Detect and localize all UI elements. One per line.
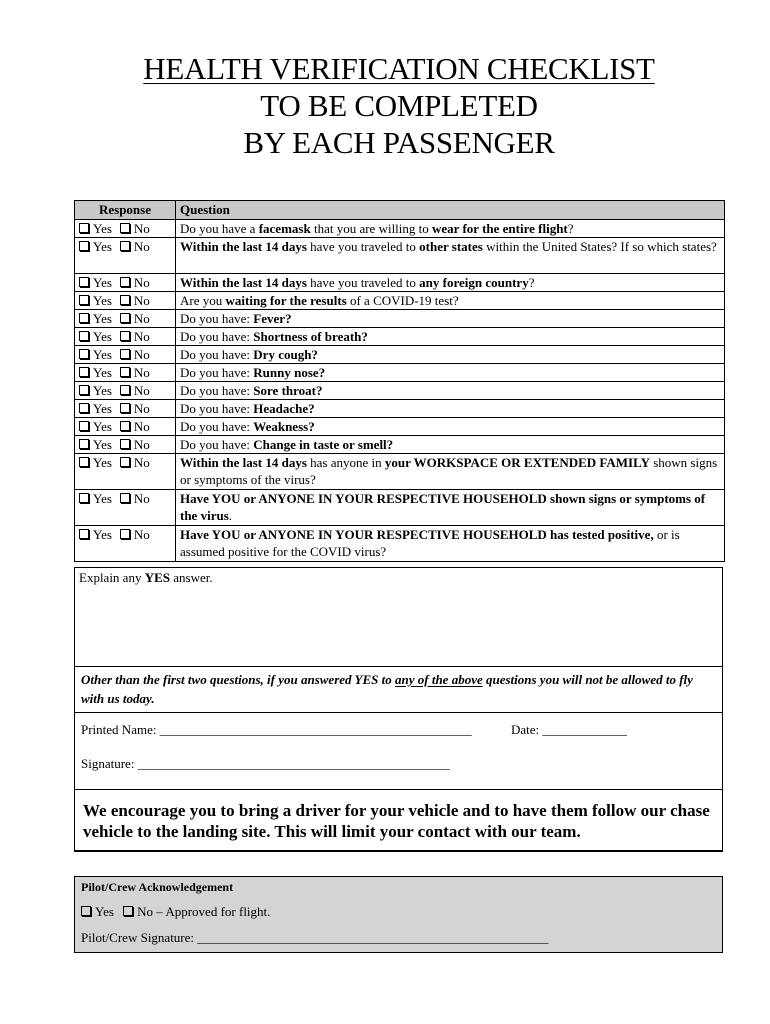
question-text bbox=[176, 238, 725, 274]
yes-label: Yes bbox=[93, 383, 112, 398]
question-text-part: Within the last 14 days bbox=[180, 239, 307, 254]
question-text-part: Do you have: bbox=[180, 419, 254, 434]
yes-checkbox[interactable] bbox=[79, 457, 89, 467]
yes-label: Yes bbox=[93, 347, 112, 362]
no-checkbox[interactable] bbox=[120, 295, 130, 305]
pilot-heading: Pilot/Crew Acknowledgement bbox=[81, 880, 234, 894]
no-label: No bbox=[133, 329, 150, 344]
no-label: No bbox=[133, 437, 150, 452]
no-checkbox[interactable] bbox=[120, 367, 130, 377]
no-label: No bbox=[133, 311, 150, 326]
yes-label: Yes bbox=[93, 329, 112, 344]
yes-checkbox[interactable] bbox=[79, 277, 89, 287]
question-text-part: Within the last 14 days bbox=[180, 275, 307, 290]
question-text-part: any foreign country bbox=[419, 275, 529, 290]
question-text-part: Within the last 14 days bbox=[180, 455, 307, 470]
yes-label: Yes bbox=[93, 401, 112, 416]
question-text-part: or is assumed positive for the COVID virus? bbox=[180, 527, 680, 559]
question-text-part: your WORKSPACE OR EXTENDED FAMILY bbox=[384, 455, 650, 470]
question-row bbox=[75, 490, 725, 526]
signature-field[interactable]: Signature: ________________________________________________ bbox=[81, 756, 450, 771]
response-cell bbox=[75, 364, 176, 382]
yes-checkbox[interactable] bbox=[79, 403, 89, 413]
question-text-part: Dry cough? bbox=[253, 347, 318, 362]
no-label: No bbox=[133, 347, 150, 362]
question-text-part: Headache? bbox=[253, 401, 315, 416]
yes-label: Yes bbox=[93, 275, 112, 290]
no-label: No bbox=[133, 365, 150, 380]
question-row bbox=[75, 454, 725, 490]
question-text-part: shown signs or symptoms of the virus? bbox=[180, 455, 718, 487]
question-text-part: wear for the entire flight bbox=[432, 221, 568, 236]
response-cell bbox=[75, 490, 176, 526]
question-text bbox=[176, 328, 725, 346]
response-cell bbox=[75, 274, 176, 292]
title-line-2: TO BE COMPLETED bbox=[260, 88, 538, 123]
yes-checkbox[interactable] bbox=[79, 313, 89, 323]
ineligibility-notice bbox=[74, 666, 723, 713]
response-cell bbox=[75, 238, 176, 274]
question-text-part: Do you have: bbox=[180, 329, 254, 344]
no-checkbox[interactable] bbox=[120, 439, 130, 449]
question-text bbox=[176, 526, 725, 562]
response-cell bbox=[75, 454, 176, 490]
response-cell bbox=[75, 526, 176, 562]
yes-label: Yes bbox=[93, 239, 112, 254]
no-label: No bbox=[133, 221, 150, 236]
no-label: No bbox=[133, 401, 150, 416]
explain-bold: YES bbox=[144, 570, 171, 585]
driver-notice: We encourage you to bring a driver for your vehicle and to have them follow our chase vehicle to the landing site. This will limit your contact with our team. bbox=[74, 789, 723, 852]
no-checkbox[interactable] bbox=[120, 385, 130, 395]
question-text bbox=[176, 454, 725, 490]
response-cell bbox=[75, 346, 176, 364]
yes-label: Yes bbox=[93, 455, 112, 470]
pilot-no-checkbox[interactable] bbox=[123, 906, 133, 916]
question-text-part: Do you have: bbox=[180, 437, 254, 452]
question-row bbox=[75, 364, 725, 382]
yes-checkbox[interactable] bbox=[79, 295, 89, 305]
no-label: No bbox=[133, 383, 150, 398]
question-row bbox=[75, 292, 725, 310]
no-label: No bbox=[133, 293, 150, 308]
response-cell bbox=[75, 328, 176, 346]
notice-part1: Other than the first two questions, if you answered YES to bbox=[81, 672, 395, 687]
question-row bbox=[75, 328, 725, 346]
question-row bbox=[75, 346, 725, 364]
question-text bbox=[176, 364, 725, 382]
question-text bbox=[176, 346, 725, 364]
no-checkbox[interactable] bbox=[120, 223, 130, 233]
yes-checkbox[interactable] bbox=[79, 439, 89, 449]
yes-label: Yes bbox=[93, 293, 112, 308]
no-checkbox[interactable] bbox=[120, 529, 130, 539]
pilot-no-label: No – Approved for flight. bbox=[137, 904, 271, 919]
question-text bbox=[176, 220, 725, 238]
explain-box[interactable] bbox=[74, 567, 723, 666]
notice-underlined: any of the above bbox=[395, 672, 483, 687]
yes-label: Yes bbox=[93, 437, 112, 452]
yes-label: Yes bbox=[93, 221, 112, 236]
question-row bbox=[75, 436, 725, 454]
question-text-part: of a COVID-19 test? bbox=[346, 293, 459, 308]
question-text bbox=[176, 490, 725, 526]
question-row bbox=[75, 310, 725, 328]
yes-checkbox[interactable] bbox=[79, 349, 89, 359]
no-checkbox[interactable] bbox=[120, 457, 130, 467]
no-label: No bbox=[133, 275, 150, 290]
question-text bbox=[176, 292, 725, 310]
question-text-part: Do you have: bbox=[180, 383, 254, 398]
question-text bbox=[176, 382, 725, 400]
response-header: Response bbox=[75, 201, 176, 220]
question-text-part: that you are willing to bbox=[310, 221, 433, 236]
question-header: Question bbox=[176, 201, 725, 220]
question-text-part: Have YOU or ANYONE IN YOUR RESPECTIVE HOUSEHOLD shown signs or symptoms of the virus bbox=[180, 491, 706, 523]
question-row bbox=[75, 418, 725, 436]
response-cell bbox=[75, 310, 176, 328]
explain-prefix: Explain any bbox=[79, 570, 145, 585]
yes-checkbox[interactable] bbox=[79, 529, 89, 539]
question-text-part: ? bbox=[567, 221, 574, 236]
question-text-part: . bbox=[228, 508, 232, 523]
question-text-part: ? bbox=[528, 275, 535, 290]
yes-checkbox[interactable] bbox=[79, 493, 89, 503]
no-checkbox[interactable] bbox=[120, 403, 130, 413]
question-row bbox=[75, 400, 725, 418]
yes-checkbox[interactable] bbox=[79, 421, 89, 431]
question-text-part: Do you have: bbox=[180, 347, 254, 362]
question-text-part: facemask bbox=[258, 221, 311, 236]
yes-label: Yes bbox=[93, 311, 112, 326]
no-label: No bbox=[133, 527, 150, 542]
no-label: No bbox=[133, 239, 150, 254]
yes-checkbox[interactable] bbox=[79, 367, 89, 377]
title-line-1: HEALTH VERIFICATION CHECKLIST bbox=[143, 51, 655, 86]
no-checkbox[interactable] bbox=[120, 421, 130, 431]
question-text-part: have you traveled to bbox=[306, 275, 420, 290]
no-checkbox[interactable] bbox=[120, 277, 130, 287]
date-field[interactable]: Date: _____________ bbox=[511, 722, 627, 737]
no-checkbox[interactable] bbox=[120, 331, 130, 341]
title-line-3: BY EACH PASSENGER bbox=[243, 125, 555, 160]
question-text bbox=[176, 418, 725, 436]
question-text-part: Do you have: bbox=[180, 365, 254, 380]
document-title bbox=[0, 50, 770, 161]
table-header-row bbox=[75, 201, 725, 220]
response-cell bbox=[75, 436, 176, 454]
question-text-part: other states bbox=[419, 239, 483, 254]
question-text-part: Shortness of breath? bbox=[253, 329, 368, 344]
signature-section bbox=[74, 713, 723, 790]
response-cell bbox=[75, 400, 176, 418]
no-checkbox[interactable] bbox=[120, 349, 130, 359]
question-text bbox=[176, 274, 725, 292]
question-text-part: waiting for the results bbox=[225, 293, 347, 308]
question-text-part: Fever? bbox=[253, 311, 292, 326]
pilot-signature-field[interactable]: Pilot/Crew Signature: ______________________________________________________ bbox=[81, 930, 549, 945]
yes-label: Yes bbox=[93, 491, 112, 506]
pilot-acknowledgement bbox=[74, 876, 723, 953]
question-text-part: Have YOU or ANYONE IN YOUR RESPECTIVE HOUSEHOLD has tested positive, bbox=[180, 527, 654, 542]
response-cell bbox=[75, 292, 176, 310]
question-text-part: Are you bbox=[180, 293, 226, 308]
question-text-part: within the United States? If so which states? bbox=[482, 239, 717, 254]
printed-name-field[interactable]: Printed Name: ________________________________________________ bbox=[81, 722, 472, 737]
no-checkbox[interactable] bbox=[120, 313, 130, 323]
question-text-part: has anyone in bbox=[306, 455, 385, 470]
question-text bbox=[176, 310, 725, 328]
no-label: No bbox=[133, 455, 150, 470]
explain-suffix: answer. bbox=[170, 570, 213, 585]
yes-checkbox[interactable] bbox=[79, 331, 89, 341]
no-checkbox[interactable] bbox=[120, 241, 130, 251]
pilot-yes-label: Yes bbox=[95, 904, 114, 919]
question-text bbox=[176, 436, 725, 454]
response-cell bbox=[75, 220, 176, 238]
pilot-yes-checkbox[interactable] bbox=[81, 906, 91, 916]
question-text-part: Do you have: bbox=[180, 401, 254, 416]
yes-label: Yes bbox=[93, 365, 112, 380]
question-text-part: have you traveled to bbox=[306, 239, 420, 254]
question-row bbox=[75, 238, 725, 274]
question-text bbox=[176, 400, 725, 418]
yes-checkbox[interactable] bbox=[79, 241, 89, 251]
question-text-part: Do you have: bbox=[180, 311, 254, 326]
notice-part2: questions you will not be allowed to fly with us today. bbox=[81, 672, 693, 706]
question-text-part: Change in taste or smell? bbox=[253, 437, 394, 452]
yes-label: Yes bbox=[93, 419, 112, 434]
no-checkbox[interactable] bbox=[120, 493, 130, 503]
question-text-part: Do you have a bbox=[180, 221, 259, 236]
no-label: No bbox=[133, 419, 150, 434]
question-row bbox=[75, 274, 725, 292]
yes-checkbox[interactable] bbox=[79, 223, 89, 233]
yes-checkbox[interactable] bbox=[79, 385, 89, 395]
question-row bbox=[75, 526, 725, 562]
yes-label: Yes bbox=[93, 527, 112, 542]
question-row bbox=[75, 220, 725, 238]
question-text-part: Weakness? bbox=[253, 419, 315, 434]
no-label: No bbox=[133, 491, 150, 506]
question-text-part: Runny nose? bbox=[253, 365, 326, 380]
checklist-table bbox=[74, 200, 725, 562]
question-text-part: Sore throat? bbox=[253, 383, 323, 398]
question-row bbox=[75, 382, 725, 400]
response-cell bbox=[75, 418, 176, 436]
response-cell bbox=[75, 382, 176, 400]
pilot-approval-row bbox=[81, 904, 270, 920]
